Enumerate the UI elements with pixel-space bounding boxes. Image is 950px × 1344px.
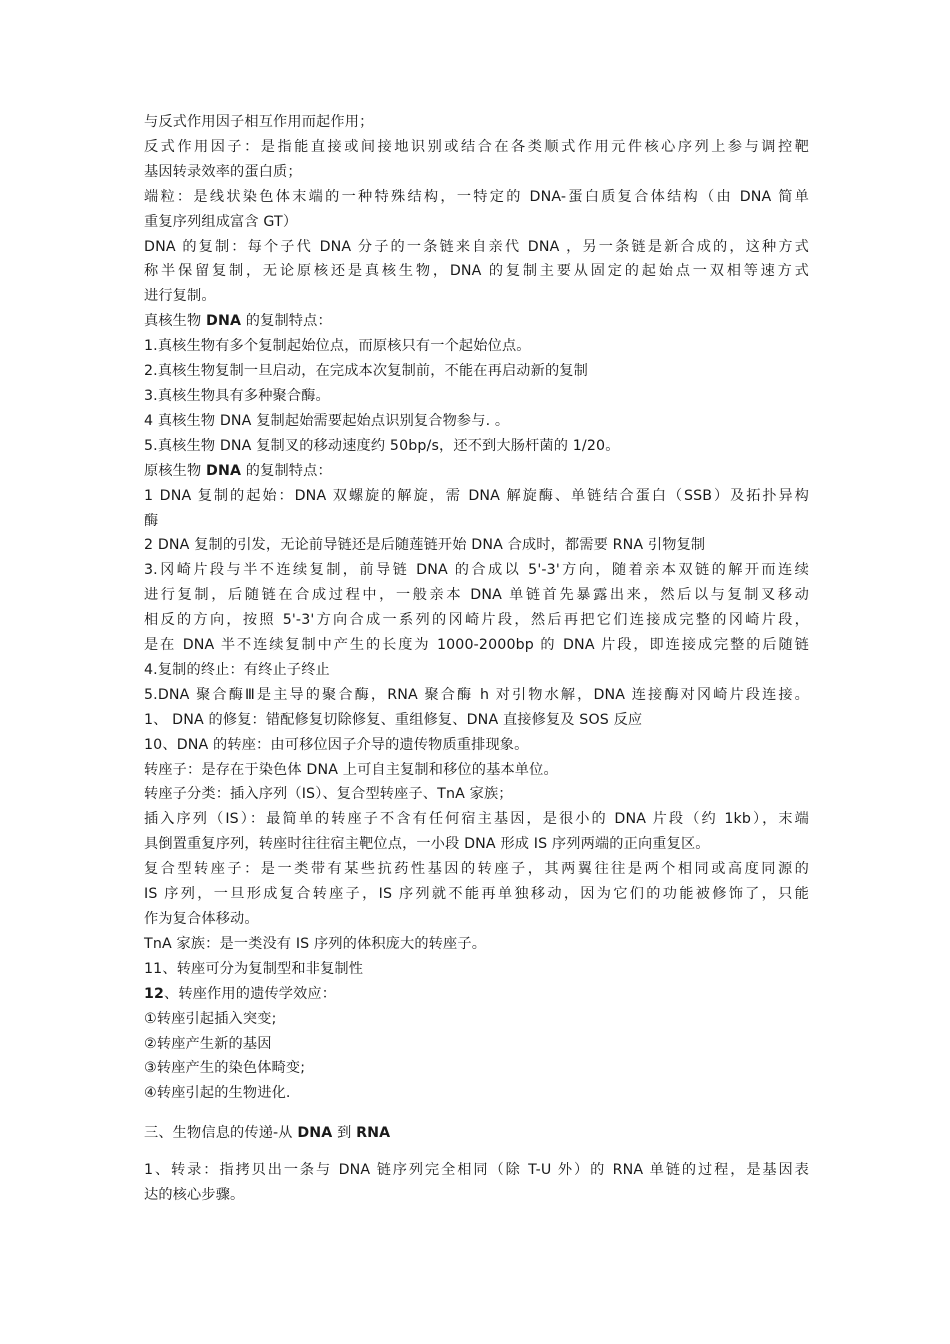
text-run: 、转座作用的遗传学效应：: [164, 985, 337, 1002]
text-line: 10、DNA 的转座：由可移位因子介导的遗传物质重排现象。: [144, 736, 529, 753]
text-line: 作为复合体移动。: [144, 911, 259, 927]
text-line: [144, 1121, 809, 1146]
text-line: 11、转座可分为复制型和非复制性: [144, 960, 364, 977]
text-run: 真核生物: [144, 313, 207, 330]
text-line: [144, 309, 809, 334]
bold-run: DNA: [206, 462, 242, 479]
text-line: ②转座产生新的基因: [144, 1035, 272, 1052]
text-line: 3.真核生物具有多种聚合酶。: [144, 387, 330, 404]
text-line: 5.真核生物 DNA 复制叉的移动速度约 50bp/s，还不到大肠杆菌的 1/20。: [144, 437, 620, 454]
text-line: 相反的方向，按照 5'-3'方向合成一系列的冈崎片段，然后再把它们连接成完整的冈崎片段，: [144, 612, 809, 629]
bold-run: DNA: [206, 313, 242, 330]
text-line: 2.真核生物复制一旦启动，在完成本次复制前，不能在再启动新的复制: [144, 363, 588, 380]
bold-run: RNA: [356, 1125, 391, 1142]
text-line: 转座子：是存在于染色体 DNA 上可自主复制和移位的基本单位。: [144, 761, 558, 778]
text-line: 反式作用因子：是指能直接或间接地识别或结合在各类顺式作用元件核心序列上参与调控靶: [144, 138, 809, 155]
text-line: 转座子分类：插入序列（IS）、复合型转座子、TnA 家族；: [144, 786, 513, 803]
text-line: 4 真核生物 DNA 复制起始需要起始点识别复合物参与. 。: [144, 412, 510, 429]
text-line: 2 DNA 复制的引发，无论前导链还是后随莲链开始 DNA 合成时，都需要 RNA 引物复制: [144, 537, 706, 554]
text-line: 基因转录效率的蛋白质；: [144, 163, 302, 180]
text-line: [144, 459, 809, 484]
text-line: 是在 DNA 半不连续复制中产生的长度为 1000-2000bp 的 DNA 片段，即连接成完整的后随链: [144, 637, 809, 654]
text-line: 进行复制，后随链在合成过程中，一般亲本 DNA 单链首先暴露出来，然后以与复制叉移动: [144, 587, 809, 604]
text-run: 原核生物: [144, 462, 207, 479]
bold-run: DNA: [297, 1125, 333, 1142]
text-line: 进行复制。: [144, 288, 216, 305]
text-line: 端粒：是线状染色体末端的一种特殊结构，一特定的 DNA-蛋白质复合体结构（由 DNA 简单: [144, 188, 809, 205]
text-line: ③转座产生的染色体畸变;: [144, 1060, 306, 1077]
text-line: [144, 982, 809, 1007]
text-line: 具倒置重复序列，转座时往往宿主靶位点，一小段 DNA 形成 IS 序列两端的正向重复区。: [144, 836, 710, 853]
text-line: 1、转录：指拷贝出一条与 DNA 链序列完全相同（除 T-U 外）的 RNA 单链的过程，是基因表: [144, 1162, 809, 1179]
text-line: 4.复制的终止：有终止子终止: [144, 661, 330, 678]
text-run: 的复制特点：: [241, 313, 332, 330]
text-line: 称半保留复制，无论原核还是真核生物，DNA 的复制主要从固定的起始点一双相等速方式: [144, 263, 809, 280]
text-line: 复合型转座子：是一类带有某些抗药性基因的转座子，其两翼往往是两个相同或高度同源的: [144, 861, 809, 878]
text-line: 酶: [144, 512, 159, 529]
text-line: 与反式作用因子相互作用而起作用；: [144, 114, 374, 130]
text-line: 5.DNA 聚合酶Ⅲ是主导的聚合酶，RNA 聚合酶 h 对引物水解，DNA 连接酶对冈崎片段连接。: [144, 686, 809, 703]
text-line: IS 序列，一旦形成复合转座子，IS 序列就不能再单独移动，因为它们的功能被修饰了，只能: [144, 886, 809, 903]
text-line: 1、 DNA 的修复：错配修复切除修复、重组修复、DNA 直接修复及 SOS 反应: [144, 711, 643, 728]
text-line: 1 DNA 复制的起始：DNA 双螺旋的解旋，需 DNA 解旋酶、单链结合蛋白（SSB）及拓扑异构: [144, 487, 809, 504]
text-line: 重复序列组成富含 GT）: [144, 213, 298, 230]
text-line: 插入序列（IS）：最简单的转座子不含有任何宿主基因，是很小的 DNA 片段（约 1kb），末端: [144, 811, 809, 828]
text-line: 达的核心步骤。: [144, 1187, 245, 1204]
paragraph-gap: [144, 1106, 809, 1121]
text-line: 3.冈崎片段与半不连续复制，前导链 DNA 的合成以 5'-3'方向，随着亲本双链的解开而连续: [144, 562, 809, 579]
text-line: 1.真核生物有多个复制起始位点，而原核只有一个起始位点。: [144, 338, 531, 355]
text-run: 到: [332, 1125, 357, 1142]
bold-run: 12: [144, 985, 165, 1002]
text-line: ①转座引起插入突变;: [144, 1010, 277, 1027]
text-line: ④转座引起的生物进化.: [144, 1085, 291, 1102]
text-line: TnA 家族：是一类没有 IS 序列的体积庞大的转座子。: [144, 935, 487, 952]
text-line: DNA 的复制：每个子代 DNA 分子的一条链来自亲代 DNA ，另一条链是新合成的，这种方式: [144, 238, 809, 255]
paragraph-gap: [144, 1146, 809, 1158]
text-run: 三、生物信息的传递-从: [144, 1125, 298, 1142]
document-page: [144, 110, 809, 1208]
text-run: 的复制特点：: [241, 462, 332, 479]
